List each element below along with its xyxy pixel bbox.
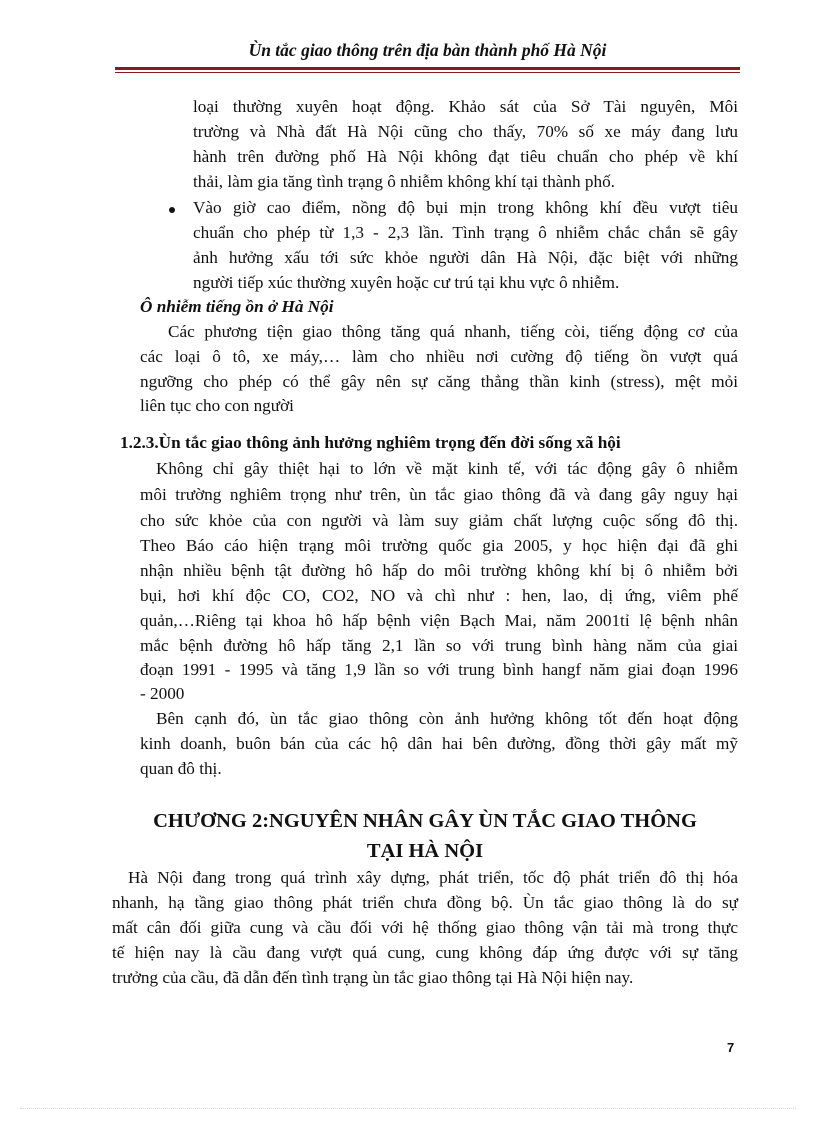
paragraph-line: đoạn 1991 - 1995 và tăng 1,9 lần so với trung bình hangf năm giai đoạn 1996 [140, 660, 738, 679]
bullet-icon [169, 207, 175, 213]
paragraph-line: cho sức khỏe của con người và làm suy giảm chất lượng cuộc sống đô thị. [140, 511, 738, 530]
paragraph-line: mắc bệnh đường hô hấp tăng 2,1 lần so với trung bình hàng năm của giai [140, 636, 738, 655]
paragraph-line: tế hiện nay là cầu đang vượt quá cung, cung không đáp ứng được với sự tăng [112, 943, 738, 962]
paragraph-line: các loại ô tô, xe máy,… làm cho nhiều nơi cường độ tiếng ồn vượt quá [140, 347, 738, 366]
paragraph-line: mất cân đối giữa cung và cầu đối với hệ thống giao thông vận tải mà trong thực [112, 918, 738, 937]
bullet-line: Vào giờ cao điểm, nồng độ bụi mịn trong không khí đều vượt tiêu [193, 198, 738, 217]
paragraph-line: Theo Báo cáo hiện trạng môi trường quốc gia 2005, y học hiện đại đã ghi [140, 536, 738, 555]
paragraph-line: quan đô thị. [140, 759, 222, 778]
page-bottom-border [20, 1108, 796, 1109]
paragraph-line: Hà Nội đang trong quá trình xây dựng, phát triển, tốc độ phát triển đô thị hóa [128, 868, 738, 887]
paragraph-line: bụi, hơi khí độc CO, CO2, NO và chì như : hen, lao, dị ứng, viêm phế [140, 586, 738, 605]
paragraph-line: ngưỡng cho phép có thể gây nên sự căng thẳng thần kinh (stress), mệt mỏi [140, 372, 738, 391]
paragraph-line: Bên cạnh đó, ùn tắc giao thông còn ảnh hưởng không tốt đến hoạt động [156, 709, 738, 728]
header-rule-thin [115, 72, 740, 73]
bullet-line: chuẩn cho phép từ 1,3 - 2,3 lần. Tình trạng ô nhiễm chắc chắn sẽ gây [193, 223, 738, 242]
paragraph-line: thải, làm gia tăng tình trạng ô nhiễm không khí tại thành phố. [193, 172, 615, 191]
paragraph-line: hành trên đường phố Hà Nội không đạt tiêu chuẩn cho phép về khí [193, 147, 738, 166]
paragraph-line: nhanh, hạ tầng giao thông phát triển chưa đồng bộ. Ùn tắc giao thông là do sự [112, 893, 738, 912]
paragraph-line: trường và Nhà đất Hà Nội cũng cho thấy, 70% số xe máy đang lưu [193, 122, 738, 141]
paragraph-line: nhận nhiều bệnh tật đường hô hấp do môi trường không khí bị ô nhiễm bởi [140, 561, 738, 580]
chapter-title: CHƯƠNG 2:NGUYÊN NHÂN GÂY ÙN TẮC GIAO THÔNG [153, 810, 697, 832]
bullet-line: ảnh hưởng xấu tới sức khỏe người dân Hà Nội, đặc biệt với những [193, 248, 738, 267]
paragraph-line: môi trường nghiêm trọng như trên, ùn tắc giao thông đã và đang gây nguy hại [140, 485, 738, 504]
paragraph-line: kinh doanh, buôn bán của các hộ dân hai bên đường, đồng thời gây mất mỹ [140, 734, 738, 753]
paragraph-line: - 2000 [140, 684, 185, 703]
paragraph-line: loại thường xuyên hoạt động. Khảo sát của Sở Tài nguyên, Môi [193, 97, 738, 116]
paragraph-line: Các phương tiện giao thông tăng quá nhanh, tiếng còi, tiếng động cơ của [168, 322, 738, 341]
section-heading-1-2-3: 1.2.3.Ùn tắc giao thông ảnh hưởng nghiêm trọng đến đời sống xã hội [120, 433, 621, 452]
subheading-noise: Ô nhiễm tiếng ồn ở Hà Nội [140, 297, 334, 316]
bullet-line: người tiếp xúc thường xuyên hoặc cư trú tại khu vực ô nhiễm. [193, 273, 620, 292]
paragraph-line: Không chỉ gây thiệt hại to lớn về mặt kinh tế, với tác động gây ô nhiễm [156, 459, 738, 478]
paragraph-line: trưởng của cầu, đã dẫn đến tình trạng ùn tắc giao thông tại Hà Nội hiện nay. [112, 968, 634, 987]
page-header-title: Ùn tắc giao thông trên địa bàn thành phố Hà Nội [248, 40, 607, 60]
chapter-title-line2: TẠI HÀ NỘI [366, 840, 484, 862]
paragraph-line: liên tục cho con người [140, 396, 294, 415]
page-number: 7 [727, 1040, 735, 1055]
paragraph-line: quản,…Riêng tại khoa hô hấp bệnh viện Bạch Mai, năm 2001tỉ lệ bệnh nhân [140, 611, 738, 630]
header-rule-thick [115, 67, 740, 70]
